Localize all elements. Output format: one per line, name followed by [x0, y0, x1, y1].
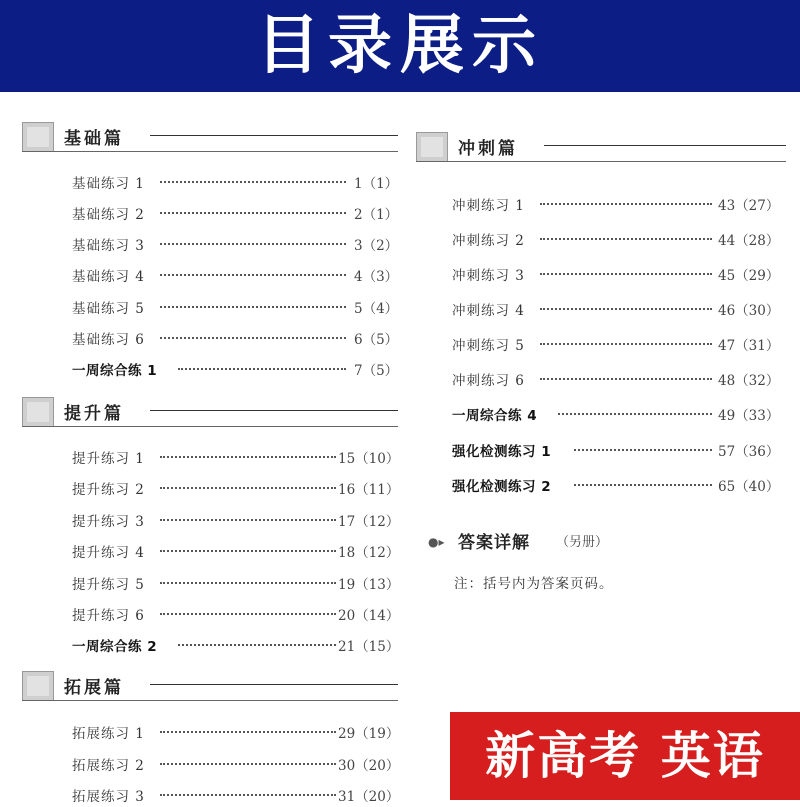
entry-label: 冲刺练习 4 [452, 303, 525, 319]
subject-badge [450, 712, 800, 800]
entry-label: 一周综合练 4 [452, 408, 538, 424]
entry-label: 提升练习 4 [72, 545, 145, 561]
section-header-advance [22, 397, 398, 427]
section-marker [22, 397, 54, 427]
leader-dots [558, 413, 712, 415]
toc-entry[interactable] [416, 194, 786, 216]
entry-label: 基础练习 3 [72, 238, 145, 254]
entry-label: 提升练习 6 [72, 608, 145, 624]
entry-label: 提升练习 1 [72, 451, 145, 467]
entry-label: 基础练习 1 [72, 176, 145, 192]
entry-label: 冲刺练习 1 [452, 198, 525, 214]
toc-entry[interactable] [416, 264, 786, 286]
leader-dots [160, 306, 346, 308]
toc-entry[interactable] [22, 203, 398, 225]
entry-page: 18（12） [338, 545, 400, 561]
section-title: 基础篇 [64, 129, 124, 149]
entry-page: 45（29） [718, 268, 780, 284]
toc-entry[interactable] [22, 722, 398, 744]
entry-page: 48（32） [718, 373, 780, 389]
entry-page: 20（14） [338, 608, 400, 624]
leader-dots [574, 449, 712, 451]
section-header-expand [22, 671, 398, 701]
entry-label: 冲刺练习 3 [452, 268, 525, 284]
entry-label: 强化检测练习 2 [452, 479, 552, 495]
section-title: 冲刺篇 [458, 139, 518, 159]
toc-entry[interactable] [22, 754, 398, 776]
leader-dots [160, 337, 346, 339]
header-banner [0, 0, 800, 92]
entry-label: 基础练习 2 [72, 207, 145, 223]
entry-label: 拓展练习 3 [72, 789, 145, 805]
entry-page: 16（11） [338, 482, 400, 498]
entry-label: 一周综合练 2 [72, 639, 158, 655]
section-header-sprint [416, 132, 786, 162]
entry-label: 冲刺练习 6 [452, 373, 525, 389]
entry-label: 提升练习 3 [72, 514, 145, 530]
leader-dots [540, 378, 712, 380]
entry-label: 拓展练习 1 [72, 726, 145, 742]
answer-key-title: 答案详解 [458, 533, 530, 553]
toc-entry[interactable] [22, 541, 398, 563]
leader-dots [160, 181, 346, 183]
section-header-basic [22, 122, 398, 152]
entry-page: 15（10） [338, 451, 400, 467]
entry-label: 提升练习 5 [72, 577, 145, 593]
leader-dots [540, 238, 712, 240]
subject-badge-text: 新高考 英语 [485, 727, 765, 785]
leader-dots [160, 582, 336, 584]
entry-page: 4（3） [354, 269, 399, 285]
toc-entry[interactable] [22, 359, 398, 381]
section-marker [22, 671, 54, 701]
toc-entry[interactable] [22, 172, 398, 194]
entry-page: 2（1） [354, 207, 399, 223]
section-marker [416, 132, 448, 162]
leader-dots [160, 613, 336, 615]
toc-entry[interactable] [22, 604, 398, 626]
leader-dots [540, 343, 712, 345]
toc-entry[interactable] [22, 573, 398, 595]
toc-entry[interactable] [416, 334, 786, 356]
entry-label: 一周综合练 1 [72, 363, 158, 379]
toc-entry[interactable] [22, 297, 398, 319]
answer-key-heading [416, 528, 786, 554]
toc-entry[interactable] [416, 404, 786, 426]
leader-dots [160, 487, 336, 489]
section-title: 提升篇 [64, 404, 124, 424]
section-title: 拓展篇 [64, 678, 124, 698]
leader-dots [540, 203, 712, 205]
banner-title: 目录展示 [256, 9, 544, 83]
leader-dots [160, 731, 336, 733]
entry-label: 强化检测练习 1 [452, 444, 552, 460]
entry-label: 基础练习 6 [72, 332, 145, 348]
leader-dots [160, 519, 336, 521]
leader-dots [160, 763, 336, 765]
leader-dots [540, 273, 712, 275]
leader-dots [540, 308, 712, 310]
entry-label: 冲刺练习 5 [452, 338, 525, 354]
entry-page: 21（15） [338, 639, 400, 655]
toc-entry[interactable] [22, 265, 398, 287]
entry-page: 5（4） [354, 301, 399, 317]
toc-entry[interactable] [416, 299, 786, 321]
toc-entry[interactable] [22, 328, 398, 350]
leader-dots [160, 243, 346, 245]
entry-label: 基础练习 4 [72, 269, 145, 285]
entry-page: 44（28） [718, 233, 780, 249]
entry-page: 46（30） [718, 303, 780, 319]
toc-entry[interactable] [22, 447, 398, 469]
toc-entry[interactable] [22, 510, 398, 532]
entry-page: 43（27） [718, 198, 780, 214]
entry-page: 47（31） [718, 338, 780, 354]
leader-dots [160, 550, 336, 552]
toc-entry[interactable] [416, 440, 786, 462]
leader-dots [160, 456, 336, 458]
entry-page: 30（20） [338, 758, 400, 774]
toc-entry[interactable] [22, 478, 398, 500]
section-marker [22, 122, 54, 152]
entry-page: 7（5） [354, 363, 399, 379]
entry-page: 65（40） [718, 479, 780, 495]
leader-dots [178, 644, 336, 646]
entry-page: 57（36） [718, 444, 780, 460]
footnote: 注：括号内为答案页码。 [454, 576, 614, 592]
toc-entry[interactable] [22, 234, 398, 256]
toc-entry[interactable] [416, 475, 786, 497]
entry-page: 49（33） [718, 408, 780, 424]
leader-dots [178, 368, 346, 370]
leader-dots [160, 274, 346, 276]
toc-entry[interactable] [22, 785, 398, 807]
leader-dots [160, 212, 346, 214]
answer-key-subtitle: （另册） [556, 535, 609, 550]
leader-dots [160, 794, 336, 796]
entry-page: 31（20） [338, 789, 400, 805]
entry-page: 17（12） [338, 514, 400, 530]
leader-dots [574, 484, 712, 486]
entry-page: 19（13） [338, 577, 400, 593]
toc-entry[interactable] [416, 229, 786, 251]
bullet-arrow-icon: ●▸ [428, 535, 445, 549]
entry-label: 基础练习 5 [72, 301, 145, 317]
toc-entry[interactable] [416, 369, 786, 391]
entry-label: 提升练习 2 [72, 482, 145, 498]
entry-page: 29（19） [338, 726, 400, 742]
entry-page: 6（5） [354, 332, 399, 348]
entry-page: 3（2） [354, 238, 399, 254]
entry-label: 拓展练习 2 [72, 758, 145, 774]
entry-page: 1（1） [354, 176, 399, 192]
entry-label: 冲刺练习 2 [452, 233, 525, 249]
toc-entry[interactable] [22, 635, 398, 657]
